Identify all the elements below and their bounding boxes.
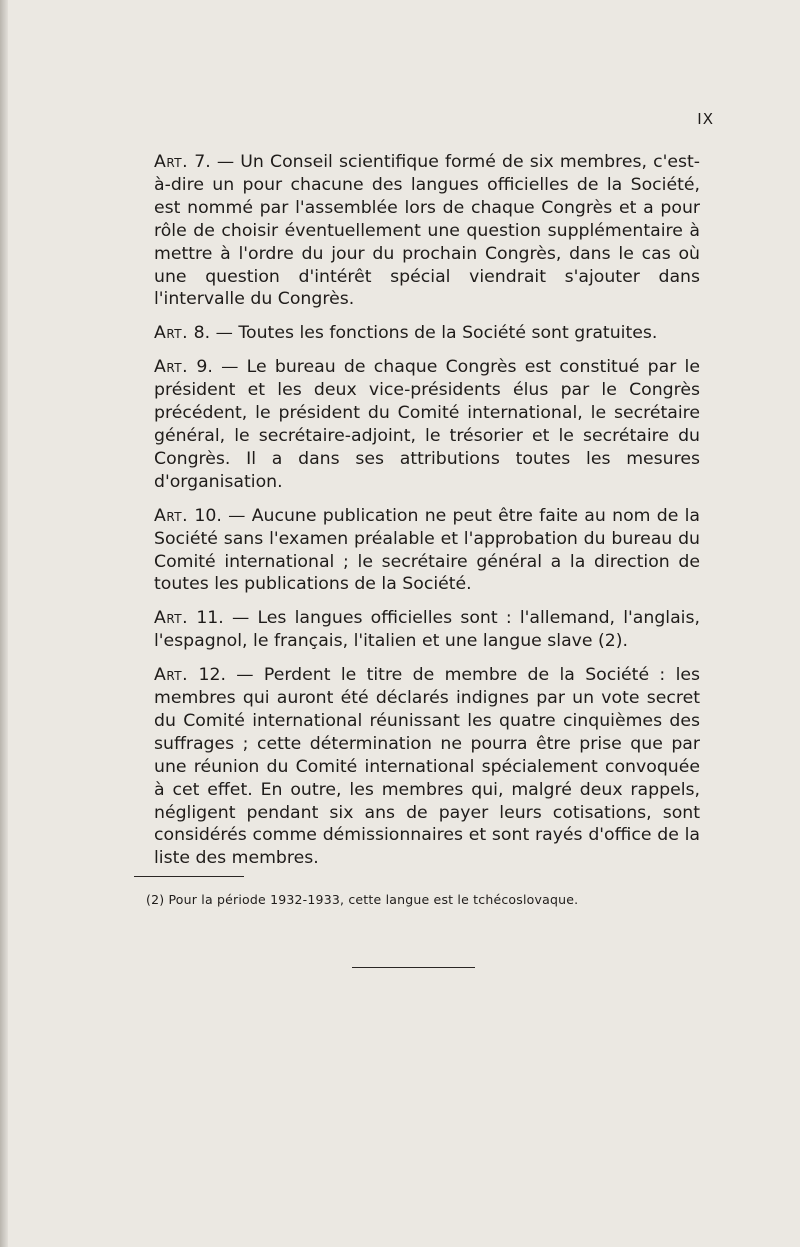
article-12 (134, 664, 700, 870)
article-text: Un Conseil scientifique formé de six membres, c'est-à-dire un pour chacune des langues officielles de la Société, est nommé par l'assemblée lors de chaque Congrès et a pour rôle de choisir éventuellement une question supplémentaire à mettre à l'ordre du jour du prochain Congrès, dans le cas où une question d'intérêt spécial viendrait s'ajouter dans l'intervalle du Congrès. (154, 152, 701, 310)
article-label: Art. (154, 505, 189, 526)
page-edge-shadow (0, 0, 8, 1247)
article-dash: — (216, 152, 235, 172)
article-text: Le bureau de chaque Congrès est constitué par le président et les deux vice-présidents élus par le Congrès précédent, le président du Comité international, le secrétaire général, le secrétaire-adjoint, le trésorier et le secrétaire du Congrès. Il a dans ses attributions toutes les mesures d'organisation. (154, 357, 700, 492)
article-label: Art. (154, 152, 189, 172)
article-number: 8. (193, 323, 211, 344)
article-number: 9. (196, 357, 213, 378)
end-of-section-rule (352, 967, 475, 968)
footnote-marker: (2) (146, 892, 165, 907)
article-dash: — (221, 357, 239, 378)
article-text: Toutes les fonctions de la Société sont gratuites. (238, 323, 658, 344)
article-label: Art. (154, 608, 189, 629)
article-9 (134, 356, 700, 493)
article-dash: — (215, 323, 233, 344)
footnote-separator (134, 876, 244, 877)
article-dash: — (228, 505, 246, 526)
article-11 (134, 607, 700, 653)
article-number: 11. (196, 608, 224, 629)
article-number: 12. (198, 665, 226, 686)
article-text: Les langues officielles sont : l'allemand, l'anglais, l'espagnol, le français, l'italien et une langue slave (2). (154, 608, 700, 652)
article-7 (134, 151, 700, 311)
article-dash: — (231, 608, 250, 629)
footnote-text: Pour la période 1932-1933, cette langue est le tchécoslovaque. (168, 892, 579, 907)
article-label: Art. (154, 323, 189, 344)
page-number: IX (697, 110, 714, 128)
article-label: Art. (154, 357, 189, 378)
article-text: Aucune publication ne peut être faite au nom de la Société sans l'examen préalable et l'approbation du bureau du Comité international ; le secrétaire général a la direction de toutes les publications de la Société. (154, 505, 700, 595)
article-dash: — (236, 665, 254, 686)
statutes-text (134, 151, 700, 881)
article-8 (134, 322, 700, 345)
footnote (146, 892, 706, 908)
article-number: 7. (194, 152, 211, 172)
article-number: 10. (194, 505, 222, 526)
article-10 (134, 505, 700, 597)
article-label: Art. (154, 665, 189, 686)
article-text: Perdent le titre de membre de la Société : les membres qui auront été déclarés indignes par un vote secret du Comité international réunissant les quatre cinquièmes des suffrages ; cette détermination ne pourra être prise que par une réunion du Comité international spécialement convoquée à cet effet. En outre, les membres qui, malgré deux rappels, négligent pendant six ans de payer leurs cotisations, sont considérés comme démissionnaires et sont rayés d'office de la liste des membres. (154, 665, 701, 869)
